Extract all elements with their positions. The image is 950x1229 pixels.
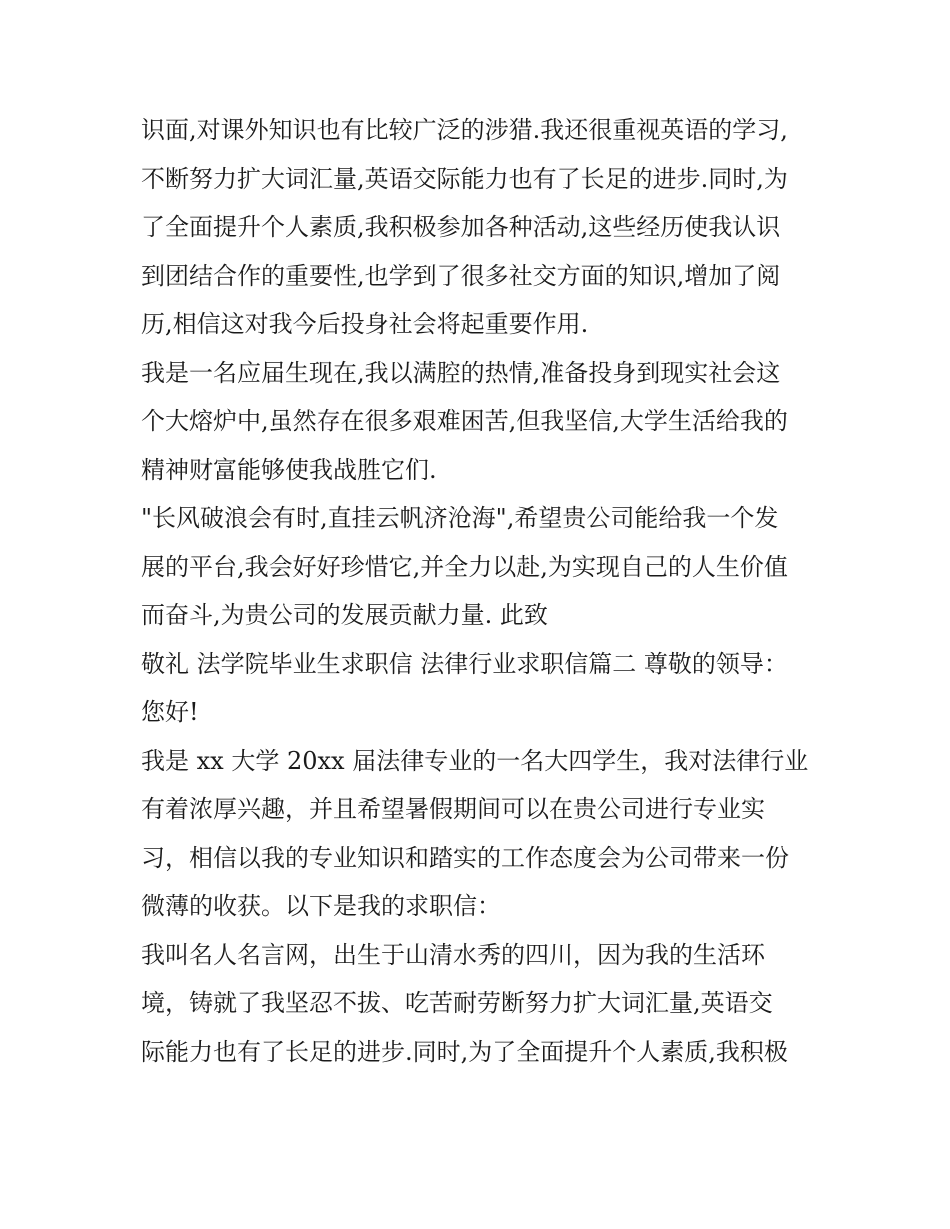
paragraph <box>141 640 821 737</box>
text-line: 识面,对课外知识也有比较广泛的涉猎.我还很重视英语的学习, <box>141 116 788 144</box>
text-line: 精神财富能够使我战胜它们. <box>141 455 437 484</box>
text-line: 我叫名人名言网，出生于山清水秀的四川，因为我的生活环 <box>141 940 765 969</box>
document-body <box>141 106 821 1076</box>
text-line: 微薄的收获。以下是我的求职信： <box>141 892 501 920</box>
paragraph <box>141 737 821 931</box>
paragraph <box>141 931 821 1077</box>
text-line: 历,相信这对我今后投身社会将起重要作用. <box>141 310 589 338</box>
paragraph <box>141 106 821 349</box>
text-line: 我是一名应届生现在,我以满腔的热情,准备投身到现实社会这 <box>141 358 781 387</box>
paragraph <box>141 494 821 640</box>
text-line: 习，相信以我的专业知识和踏实的工作态度会为公司带来一份 <box>141 843 789 872</box>
text-line: 际能力也有了长足的进步.同时,为了全面提升个人素质,我积极 <box>141 1037 788 1066</box>
text-line: 而奋斗,为贵公司的发展贡献力量. 此致 <box>141 601 548 629</box>
text-line: "长风破浪会有时,直挂云帆济沧海",希望贵公司能给我一个发 <box>141 504 779 532</box>
text-line: 了全面提升个人素质,我积极参加各种活动,这些经历使我认识 <box>141 213 781 241</box>
paragraph <box>141 349 821 495</box>
text-line: 有着浓厚兴趣，并且希望暑假期间可以在贵公司进行专业实 <box>141 795 765 823</box>
text-line: 个大熔炉中,虽然存在很多艰难困苦,但我坚信,大学生活给我的 <box>141 407 788 435</box>
text-line: 敬礼 法学院毕业生求职信 法律行业求职信篇二 尊敬的领导： <box>141 649 788 678</box>
text-line: 不断努力扩大词汇量,英语交际能力也有了长足的进步.同时,为 <box>141 164 788 193</box>
text-line: 境，铸就了我坚忍不拔、吃苦耐劳断努力扩大词汇量,英语交 <box>141 989 773 1017</box>
text-line: 到团结合作的重要性,也学到了很多社交方面的知识,增加了阅 <box>141 261 781 290</box>
text-line: 我是 xx 大学 20xx 届法律专业的一名大四学生，我对法律行业 <box>141 746 809 775</box>
text-line: 您好! <box>141 698 199 726</box>
text-line: 展的平台,我会好好珍惜它,并全力以赴,为实现自己的人生价值 <box>141 552 788 581</box>
